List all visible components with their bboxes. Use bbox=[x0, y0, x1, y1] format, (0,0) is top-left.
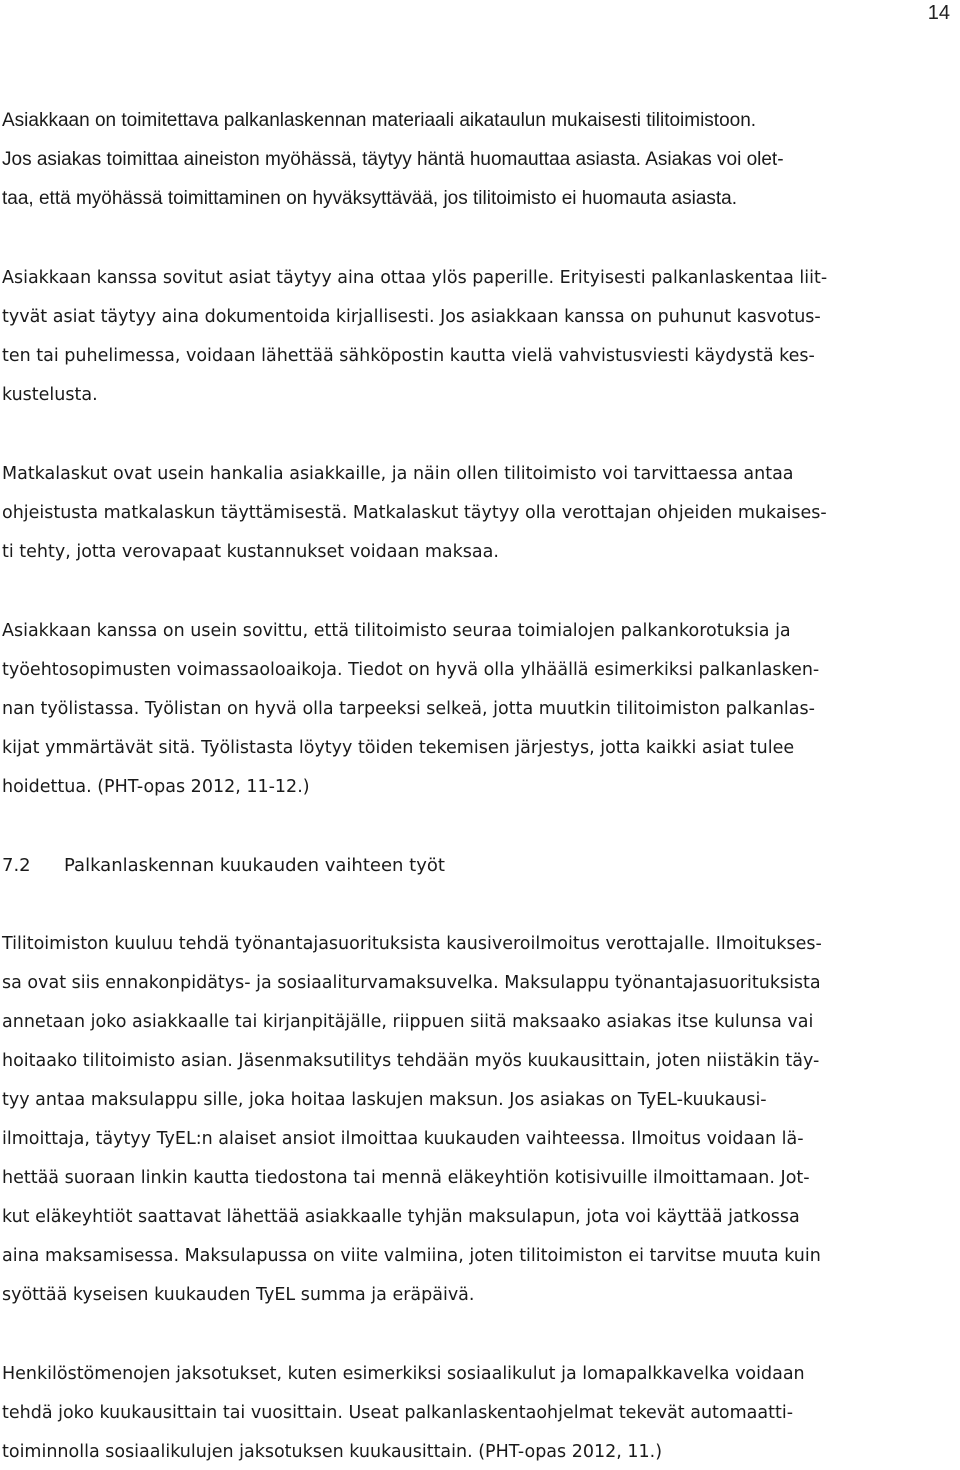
paragraph-line: syöttää kyseisen kuukauden TyEL summa ja eräpäivä. bbox=[2, 1285, 475, 1305]
paragraph-line: Matkalaskut ovat usein hankalia asiakkaille, ja näin ollen tilitoimisto voi tarvittaessa antaa bbox=[2, 464, 794, 484]
paragraph-line: aina maksamisessa. Maksulapussa on viite valmiina, joten tilitoimiston ei tarvitse muuta kuin bbox=[2, 1246, 821, 1266]
paragraph-line: Tilitoimiston kuuluu tehdä työnantajasuorituksista kausiveroilmoitus verottajalle. Ilmoitukses- bbox=[2, 934, 822, 954]
paragraph-line: Asiakkaan kanssa on usein sovittu, että tilitoimisto seuraa toimialojen palkankorotuksia ja bbox=[2, 621, 791, 641]
paragraph-line: Jos asiakas toimittaa aineiston myöhässä, täytyy häntä huomauttaa asiasta. Asiakas voi olet- bbox=[2, 149, 784, 170]
paragraph-line: ohjeistusta matkalaskun täyttämisestä. Matkalaskut täytyy olla verottajan ohjeiden mukaises- bbox=[2, 503, 827, 523]
paragraph-line: työehtosopimusten voimassaoloaikoja. Tiedot on hyvä olla ylhäällä esimerkiksi palkanlasken- bbox=[2, 660, 820, 680]
section-number: 7.2 bbox=[2, 855, 31, 876]
page-number: 14 bbox=[927, 2, 950, 24]
paragraph-line: tyy antaa maksulappu sille, joka hoitaa laskujen maksun. Jos asiakas on TyEL-kuukausi- bbox=[2, 1090, 767, 1110]
paragraph-line: sa ovat siis ennakonpidätys- ja sosiaaliturvamaksuvelka. Maksulappu työnantajasuorituksista bbox=[2, 973, 821, 993]
paragraph-line: hettää suoraan linkin kautta tiedostona tai mennä eläkeyhtiön kotisivuille ilmoittamaan. Jot- bbox=[2, 1168, 810, 1188]
paragraph-line: toiminnolla sosiaalikulujen jaksotuksen kuukausittain. (PHT-opas 2012, 11.) bbox=[2, 1442, 663, 1462]
paragraph-line: tehdä joko kuukausittain tai vuosittain. Useat palkanlaskentaohjelmat tekevät automaatti- bbox=[2, 1403, 794, 1423]
paragraph-line: taa, että myöhässä toimittaminen on hyväksyttävää, jos tilitoimisto ei huomauta asiasta. bbox=[2, 188, 738, 209]
section-heading bbox=[2, 855, 445, 877]
paragraph-line: annetaan joko asiakkaalle tai kirjanpitäjälle, riippuen siitä maksaako asiakas itse kulunsa vai bbox=[2, 1012, 814, 1032]
section-title: Palkanlaskennan kuukauden vaihteen työt bbox=[64, 855, 445, 876]
paragraph-line: ilmoittaja, täytyy TyEL:n alaiset ansiot ilmoittaa kuukauden vaihteessa. Ilmoitus voidaan lä- bbox=[2, 1129, 804, 1149]
paragraph-line: kut eläkeyhtiöt saattavat lähettää asiakkaalle tyhjän maksulapun, jota voi käyttää jatkossa bbox=[2, 1207, 800, 1227]
paragraph-line: hoidettua. (PHT-opas 2012, 11-12.) bbox=[2, 777, 310, 797]
paragraph-line: kustelusta. bbox=[2, 385, 98, 405]
paragraph-line: tyvät asiat täytyy aina dokumentoida kirjallisesti. Jos asiakkaan kanssa on puhunut kasvotus- bbox=[2, 307, 821, 327]
paragraph-line: ti tehty, jotta verovapaat kustannukset voidaan maksaa. bbox=[2, 542, 499, 562]
paragraph-line: hoitaako tilitoimisto asian. Jäsenmaksutilitys tehdään myös kuukausittain, joten niistäkin täy- bbox=[2, 1051, 820, 1071]
paragraph-line: ten tai puhelimessa, voidaan lähettää sähköpostin kautta vielä vahvistusviesti käydystä kes- bbox=[2, 346, 815, 366]
paragraph-line: Asiakkaan on toimitettava palkanlaskennan materiaali aikataulun mukaisesti tilitoimistoon. bbox=[2, 110, 757, 131]
paragraph-line: kijat ymmärtävät sitä. Työlistasta löytyy töiden tekemisen järjestys, jotta kaikki asiat tulee bbox=[2, 738, 795, 758]
paragraph-line: nan työlistassa. Työlistan on hyvä olla tarpeeksi selkeä, jotta muutkin tilitoimiston palkanlas- bbox=[2, 699, 815, 719]
paragraph-line: Henkilöstömenojen jaksotukset, kuten esimerkiksi sosiaalikulut ja lomapalkkavelka voidaan bbox=[2, 1364, 805, 1384]
paragraph-line: Asiakkaan kanssa sovitut asiat täytyy aina ottaa ylös paperille. Erityisesti palkanlaskentaa liit- bbox=[2, 268, 828, 288]
